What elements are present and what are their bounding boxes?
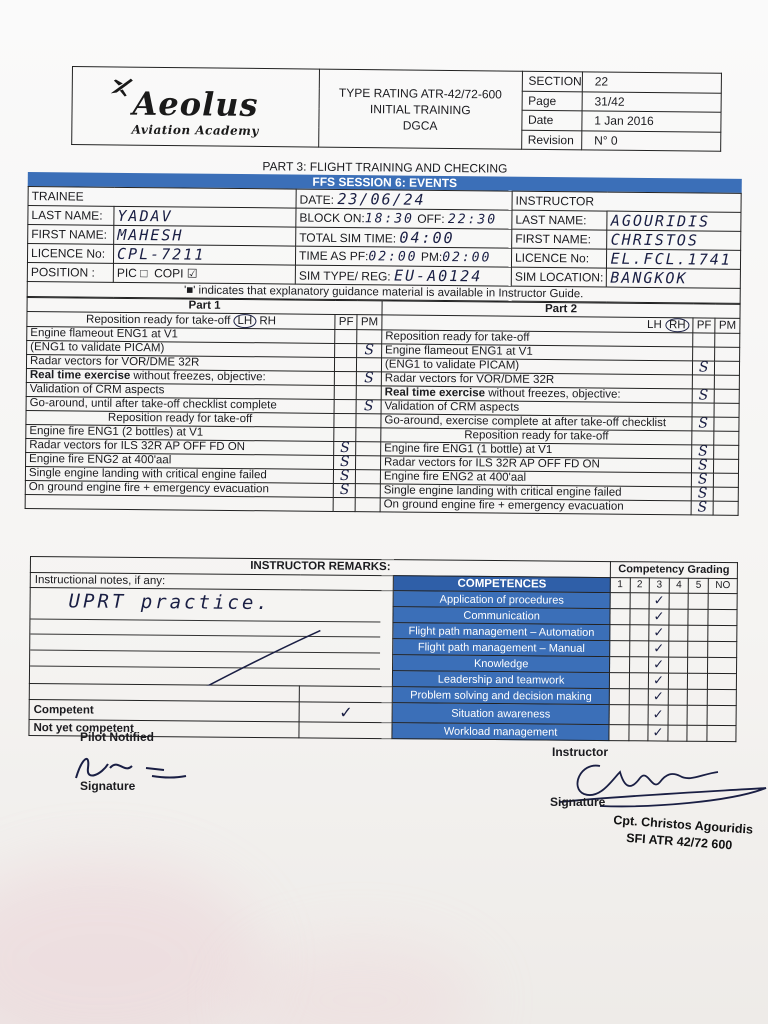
instructor-remarks-section	[28, 556, 738, 742]
competent-tick: ✓	[299, 702, 392, 723]
date-label: DATE:	[299, 192, 335, 207]
part1-reposition-row: Reposition ready for take-off	[26, 410, 334, 427]
event-item: Engine flameout ENG1 at V1	[382, 344, 693, 361]
off-label: OFF:	[417, 211, 445, 226]
event-item: Engine fire ENG2 at 400'aal	[380, 470, 691, 487]
block-on-label: BLOCK ON:	[299, 210, 365, 225]
event-item: On ground engine fire + emergency evacuation	[25, 480, 333, 497]
event-item: Engine fire ENG1 (1 bottle) at V1	[381, 442, 692, 459]
grade-column-header: 5	[689, 578, 709, 594]
part3-title: PART 3: FLIGHT TRAINING AND CHECKING	[262, 159, 508, 176]
pm-header: PM	[715, 318, 740, 333]
event-item	[25, 494, 333, 511]
first-name-value: MAHESH	[114, 225, 296, 246]
grade-tick: ✓	[649, 657, 669, 673]
remarks-table	[28, 556, 738, 742]
pf-mark: S	[334, 455, 356, 469]
instructor-last-name-label: LAST NAME:	[512, 210, 608, 230]
licence-value: CPL-7211	[113, 244, 295, 265]
pf-mark: S	[691, 487, 713, 501]
revision-value: N° 0	[582, 130, 721, 151]
instructor-first-name-value: CHRISTOS	[607, 230, 741, 250]
last-name-label: LAST NAME:	[28, 206, 114, 226]
time-pf-label: TIME AS PF:	[298, 248, 369, 263]
time-pf-value: 02:00	[368, 248, 418, 265]
stamp-name: Cpt. Christos Agouridis	[612, 812, 754, 837]
session-title-bar: FFS SESSION 6: EVENTS	[28, 172, 742, 193]
pilot-notified-label: Pilot Notified	[80, 730, 154, 744]
grade-tick: ✓	[648, 725, 668, 741]
event-item-bold: Real time exercise	[384, 386, 486, 400]
sim-type-label: SIM TYPE/ REG:	[298, 268, 391, 284]
block-field	[296, 208, 512, 229]
title-line: TYPE RATING ATR-42/72-600	[338, 85, 502, 102]
event-item: Engine fire ENG1 (2 bottles) at V1	[26, 424, 334, 441]
grading-title: Competency Grading	[610, 562, 737, 579]
event-item-text: without freezes, objective:	[130, 369, 266, 384]
date-value: 1 Jan 2016	[582, 111, 721, 132]
pf-mark: S	[692, 473, 714, 487]
grade-column-header: 2	[630, 577, 650, 593]
stamp-rating: SFI ATR 42/72 600	[625, 830, 733, 853]
grade-tick: ✓	[649, 593, 669, 609]
pm-mark: S	[357, 344, 382, 358]
competences-header: COMPETENCES	[393, 575, 610, 592]
date-field	[296, 189, 512, 210]
position-value	[113, 263, 295, 284]
competence-item: Flight path management – Manual	[393, 639, 610, 657]
competence-item: Problem solving and decision making	[393, 687, 610, 705]
pic-checkbox: PIC □	[116, 265, 148, 281]
page-value: 31/42	[582, 91, 721, 112]
grade-column-header: 4	[669, 578, 689, 594]
pf-mark: S	[692, 445, 714, 459]
sim-location-value: BANGKOK	[607, 268, 741, 288]
instructor-licence-value: EL.FCL.1741	[607, 249, 741, 269]
pf-header: PF	[335, 314, 357, 329]
first-name-label: FIRST NAME:	[28, 225, 114, 245]
time-pm-value: 02:00	[442, 249, 492, 265]
logo	[72, 67, 320, 148]
grade-column-header: NO	[708, 578, 737, 594]
title-line: INITIAL TRAINING	[369, 101, 471, 117]
event-item: (ENG1 to validate PICAM)	[27, 340, 335, 357]
competence-item: Workload management	[392, 723, 609, 741]
event-item: Radar vectors for VOR/DME 32R	[26, 354, 334, 371]
grade-tick: ✓	[649, 625, 669, 641]
licence-label: LICENCE No:	[27, 244, 113, 264]
instructor-signature-label: Signature	[550, 795, 606, 809]
not-competent-box	[299, 722, 392, 739]
part2-reposition-row: Reposition ready for take-off	[381, 428, 692, 445]
last-name-value: YADAV	[114, 206, 296, 227]
date-value: 23/06/24	[337, 189, 426, 209]
competence-item: Leadership and teamwork	[393, 671, 610, 689]
section-label: SECTION	[522, 71, 583, 91]
grade-tick: ✓	[649, 609, 669, 625]
instructor-signature-title: Instructor	[552, 745, 609, 759]
competence-item: Communication	[393, 607, 610, 625]
trainee-label: TRAINEE	[28, 187, 296, 209]
event-item: Radar vectors for ILS 32R AP OFF FD ON	[26, 438, 334, 455]
grade-column-header: 1	[610, 577, 630, 593]
pm-label: PM:	[420, 249, 443, 264]
pf-header: PF	[693, 318, 715, 333]
pf-mark: S	[334, 441, 356, 455]
part1-reposition-text: Reposition ready for take-off	[85, 313, 231, 327]
rh-seat-label: RH	[259, 315, 277, 328]
page-label: Page	[522, 91, 583, 111]
pilot-signature-label: Signature	[80, 779, 136, 793]
paper-stain	[240, 940, 480, 1024]
trainee-info-table	[27, 186, 742, 304]
sim-type-field	[295, 265, 511, 286]
time-pf-field	[295, 246, 511, 267]
pm-mark: S	[356, 400, 381, 414]
pm-mark	[356, 428, 381, 442]
logo-wordmark: Aeolus	[132, 84, 259, 124]
event-item: Validation of CRM aspects	[26, 382, 334, 399]
pf-mark: S	[693, 361, 715, 375]
pm-mark: S	[357, 372, 382, 386]
guidance-note: '■' indicates that explanatory guidance material is available in Instructor Guide.	[27, 281, 740, 303]
event-item: (ENG1 to validate PICAM)	[381, 358, 692, 375]
pf-mark: S	[692, 417, 714, 431]
instructor-first-name-label: FIRST NAME:	[512, 229, 608, 249]
document-title	[319, 69, 522, 149]
event-item: Radar vectors for VOR/DME 32R	[381, 372, 692, 389]
pf-mark: S	[691, 501, 713, 515]
event-item: Single engine landing with critical engine failed	[25, 466, 333, 483]
header-table	[71, 66, 722, 152]
grade-tick: ✓	[648, 689, 668, 705]
revision-label: Revision	[521, 130, 582, 150]
event-item: Go-around, exercise complete at after take-off checklist	[381, 414, 692, 431]
rh-seat-circled: RH	[665, 318, 690, 332]
session-form	[25, 156, 742, 516]
event-item: Go-around, until after take-off checklist complete	[26, 396, 334, 413]
competent-row-spacer	[300, 686, 393, 703]
event-item: Reposition ready for take-off	[382, 330, 693, 347]
competence-item: Situation awareness	[392, 703, 609, 725]
lh-seat-label: LH	[647, 318, 662, 332]
not-competent-label: Not yet competent	[29, 719, 300, 737]
competence-item: Application of procedures	[393, 591, 610, 609]
airplane-icon	[109, 75, 135, 97]
lh-seat-circled: LH	[233, 314, 256, 328]
events-table	[25, 297, 741, 516]
event-item-bold: Real time exercise	[29, 369, 131, 382]
copi-checkbox: COPI ☑	[154, 266, 198, 281]
grade-tick: ✓	[648, 705, 668, 725]
instructor-last-name-value: AGOURIDIS	[607, 211, 741, 231]
event-item-text: without freezes, objective:	[484, 387, 621, 401]
grade-tick: ✓	[649, 641, 669, 657]
total-sim-label: TOTAL SIM TIME:	[299, 230, 397, 246]
part2-header: Part 2	[382, 301, 740, 318]
event-item: Validation of CRM aspects	[381, 400, 692, 417]
logo-subtitle: Aviation Academy	[131, 122, 259, 138]
sim-type-value: EU-A0124	[393, 266, 483, 286]
remarks-title: INSTRUCTOR REMARKS:	[30, 557, 610, 578]
event-item: Engine flameout ENG1 at V1	[27, 326, 335, 343]
handwritten-note: UPRT practice.	[68, 590, 271, 615]
pf-mark: S	[333, 483, 355, 497]
event-item: Engine fire ENG2 at 400'aal	[26, 452, 334, 469]
section-value: 22	[582, 72, 721, 93]
event-item: Radar vectors for ILS 32R AP OFF FD ON	[380, 456, 691, 473]
competent-label: Competent	[29, 699, 300, 721]
instructor-label: INSTRUCTOR	[512, 191, 741, 212]
paper-stain	[0, 860, 260, 1024]
event-item: On ground engine fire + emergency evacuation	[380, 498, 691, 515]
part1-header: Part 1	[27, 297, 382, 314]
notes-label: Instructional notes, if any:	[30, 572, 393, 591]
event-item: Single engine landing with critical engine failed	[380, 484, 691, 501]
instructor-licence-label: LICENCE No:	[511, 248, 607, 268]
total-sim-value: 04:00	[399, 228, 455, 248]
off-value: 22:30	[447, 211, 498, 228]
competence-item: Flight path management – Automation	[393, 623, 610, 641]
competence-item: Knowledge	[393, 655, 610, 673]
total-sim-field	[296, 227, 512, 248]
pf-mark	[693, 333, 715, 347]
pf-mark: S	[692, 459, 714, 473]
note-lines	[30, 588, 381, 687]
pm-header: PM	[357, 315, 382, 330]
grade-tick: ✓	[649, 673, 669, 689]
block-on-value: 18:30	[364, 210, 414, 227]
grade-column-header: 3	[649, 577, 669, 593]
sim-location-label: SIM LOCATION:	[511, 267, 607, 287]
date-label: Date	[521, 110, 582, 130]
pf-mark: S	[334, 469, 356, 483]
position-label: POSITION :	[27, 262, 113, 282]
pf-mark: S	[692, 389, 714, 403]
title-line: DGCA	[402, 117, 438, 133]
instructional-notes-area	[29, 588, 393, 687]
